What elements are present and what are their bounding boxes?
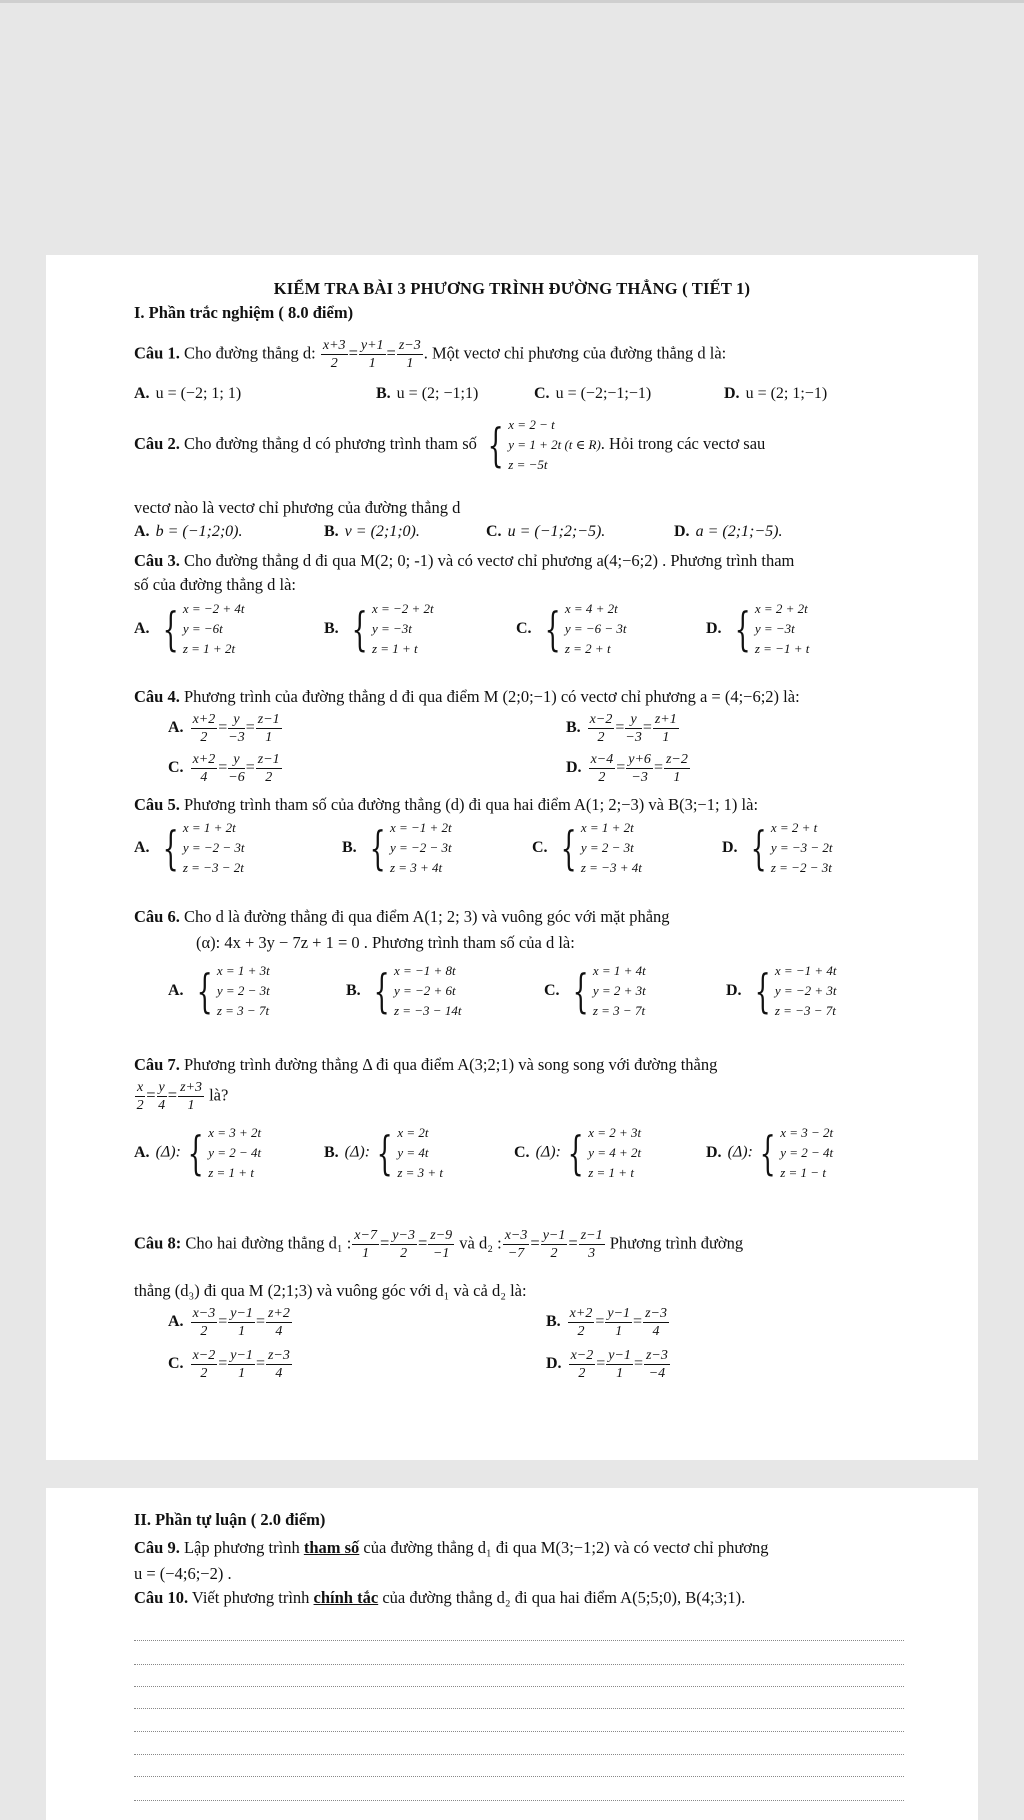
equation-row: z = −3 − 7t [774, 1003, 836, 1018]
question-text: Phương trình đường thẳng Δ đi qua điểm A(3;2;1) và song song với đường thẳng [183, 1055, 718, 1074]
question-6-continued: (α): 4x + 3y − 7z + 1 = 0 . Phương trình tham số của d là: [196, 933, 575, 952]
option-key: B. [566, 719, 581, 737]
option-key: D. [706, 1143, 722, 1161]
question-7-continued: $\frac{x}{2}$ = $\frac{y}{4}$ = $\frac{z+3}{1}$ là? [136, 1080, 229, 1113]
section-heading-part2: II. Phần tự luận ( 2.0 điểm) [134, 1510, 326, 1529]
denominator: 4 [652, 1324, 660, 1339]
denominator: 1 [362, 1246, 370, 1261]
numerator: x−3 [192, 1306, 216, 1321]
option-key: C. [532, 838, 548, 856]
denominator: 1 [368, 356, 376, 371]
question-number: Câu 1. [134, 343, 180, 363]
denominator: 1 [187, 1098, 195, 1113]
numerator: z+1 [654, 712, 677, 727]
numerator: z−2 [665, 752, 688, 767]
option-key: D. [546, 1355, 562, 1373]
numerator: y+6 [628, 752, 651, 767]
answer-line [134, 1776, 904, 1777]
option-c: C. $\frac{x-2}{2}$ = $\frac{y-1}{1}$ = $\frac{z-3}{4}$ [168, 1348, 290, 1381]
equation-row: x = 1 + 4t [592, 963, 646, 978]
option-key: C. [534, 385, 550, 402]
denominator: 1 [238, 1366, 246, 1381]
numerator: x+3 [322, 338, 346, 353]
numerator: y−1 [230, 1306, 253, 1321]
equation-row: y = 2 − 3t [580, 840, 634, 855]
option-key: D. [726, 981, 742, 999]
numerator: x−2 [192, 1348, 216, 1363]
equation-row: z = −3 − 2t [182, 860, 244, 875]
question-number: Câu 2. [134, 433, 180, 453]
option-text: u = (−2; 1; 1) [155, 385, 242, 402]
question-6 [134, 907, 670, 927]
question-3 [134, 551, 794, 571]
equation-row: z = −5t [508, 457, 548, 472]
question-text: Phương trình tham số của đường thẳng (d) đi qua hai điểm A(1; 2;−3) và B(3;−1; 1) là: [183, 795, 759, 814]
line-label: (Δ): [344, 1143, 371, 1161]
numerator: z−1 [257, 752, 280, 767]
question-5 [134, 795, 758, 815]
option-text: b = (−1;2;0). [155, 523, 243, 540]
question-number: Câu 4. [134, 687, 180, 706]
option-key: B. [346, 981, 361, 999]
equation-row: y = 2 − 3t [216, 983, 270, 998]
denominator: −3 [625, 730, 642, 745]
option-c: C. { x = 4 + 2t y = −6 − 3t z = 2 + t [516, 599, 627, 659]
question-number: Câu 7. [134, 1055, 180, 1074]
equation-row: x = 2 + 3t [588, 1125, 642, 1140]
question-text: . Hỏi trong các vectơ sau [600, 433, 766, 453]
question-8: Câu 8: Cho hai đường thẳng d₁ : $\frac{x-7}{1}$ = $\frac{y-3}{2}$ = $\frac{z-9}{-1}$ và d₂ : $\frac{x-3}{-7}$ = $\frac{y-1}{2}$ = $\frac{z-1}{3}$ Phương trình đường [134, 1228, 744, 1261]
fraction [359, 337, 386, 372]
option-key: D. [722, 838, 738, 856]
fraction [397, 337, 423, 372]
option-d: D. $\frac{x-4}{2}$ = $\frac{y+6}{-3}$ = $\frac{z-2}{1}$ [566, 752, 688, 785]
equation-row: y = −6 − 3t [564, 621, 627, 636]
option-c [534, 385, 651, 403]
question-7 [134, 1055, 717, 1075]
underlined-keyword: chính tắc [313, 1588, 379, 1607]
question-number: Câu 6. [134, 907, 180, 926]
option-c: C. { x = 1 + 4t y = 2 + 3t z = 3 − 7t [544, 961, 646, 1021]
answer-line [134, 1640, 904, 1641]
question-text: Cho d là đường thẳng đi qua điểm A(1; 2; 3) và vuông góc với mặt phẳng [183, 907, 670, 926]
option-a [134, 385, 241, 403]
option-c: C. $\frac{x+2}{4}$ = $\frac{y}{-6}$ = $\frac{z-1}{2}$ [168, 752, 280, 785]
option-key: B. [324, 619, 339, 637]
equation-row: z = −3 − 14t [393, 1003, 462, 1018]
option-key: D. [566, 759, 582, 777]
equation-row: y = −2 − 3t [182, 840, 245, 855]
equation-row: z = 3 − 7t [216, 1003, 270, 1018]
numerator: z−1 [257, 712, 280, 727]
equation-row: y = 2 + 3t [592, 983, 646, 998]
page-title: KIỂM TRA BÀI 3 PHƯƠNG TRÌNH ĐƯỜNG THẲNG ( TIẾT 1) [273, 279, 751, 298]
question-text: Phương trình đường [609, 1233, 744, 1253]
equation-row: x = 3 − 2t [780, 1125, 834, 1140]
numerator: z+2 [267, 1306, 290, 1321]
equation-row: z = 2 + t [564, 641, 611, 656]
document-page-1 [46, 255, 978, 1460]
answer-line [134, 1686, 904, 1687]
question-8-continued: thẳng (d₃) đi qua M (2;1;3) và vuông góc với d₁ và cả d₂ là: [134, 1281, 527, 1300]
fraction [321, 337, 348, 372]
question-text: Cho đường thẳng d: [183, 343, 316, 363]
numerator: x−3 [504, 1228, 528, 1243]
option-b: B. (Δ): { x = 2t y = 4t z = 3 + t [324, 1123, 443, 1183]
equation-row: x = −1 + 2t [389, 820, 452, 835]
option-text: u = (−2;−1;−1) [555, 385, 652, 402]
question-4 [134, 687, 800, 707]
section-heading-part1: I. Phần trắc nghiệm ( 8.0 điểm) [134, 303, 354, 322]
denominator: −7 [507, 1246, 525, 1261]
line-label: (Δ): [155, 1143, 181, 1161]
denominator: −4 [648, 1366, 666, 1381]
equation-row: x = −1 + 4t [774, 963, 837, 978]
line-label: (Δ): [535, 1143, 561, 1161]
equation-row: z = −1 + t [754, 641, 810, 656]
option-d: D. { x = 2 + 2t y = −3t z = −1 + t [706, 599, 809, 659]
numerator: y−1 [608, 1348, 631, 1363]
denominator: 3 [588, 1246, 596, 1261]
numerator: z−9 [430, 1228, 453, 1243]
document-page-2 [46, 1488, 978, 1820]
question-text: Phương trình của đường thẳng d đi qua điểm M (2;0;−1) có vectơ chỉ phương a = (4;−6;2) là: [183, 687, 800, 706]
question-text: của đường thẳng d₂ đi qua hai điểm A(5;5;0), B(4;3;1). [382, 1588, 746, 1607]
option-d [674, 523, 782, 541]
option-key: A. [134, 385, 150, 402]
denominator: 2 [200, 1366, 208, 1381]
option-d: D. { x = 2 + t y = −3 − 2t z = −2 − 3t [722, 818, 833, 878]
equation-row: x = 4 + 2t [564, 601, 618, 616]
denominator: 1 [406, 356, 414, 371]
question-text: và d₂ : [459, 1233, 502, 1253]
option-c: C. { x = 1 + 2t y = 2 − 3t z = −3 + 4t [532, 818, 642, 878]
question-text: Cho hai đường thẳng d₁ : [185, 1233, 352, 1253]
option-key: B. [546, 1313, 561, 1331]
equation-system: { x = 2 − t y = 1 + 2t (t ∈ R) z = −5t [481, 415, 601, 475]
answer-line [134, 1664, 904, 1665]
numerator: z−3 [645, 1348, 668, 1363]
equation-row: y = −3t [371, 621, 412, 636]
option-d: D. $\frac{x-2}{2}$ = $\frac{y-1}{1}$ = $\frac{z-3}{-4}$ [546, 1348, 668, 1381]
question-number: Câu 5. [134, 795, 180, 814]
question-10 [134, 1588, 745, 1608]
option-key: C. [486, 523, 502, 540]
answer-line [134, 1731, 904, 1732]
option-a: A. { x = 1 + 3t y = 2 − 3t z = 3 − 7t [168, 961, 270, 1021]
option-a: A. (Δ): { x = 3 + 2t y = 2 − 4t z = 1 + t [134, 1123, 261, 1183]
denominator: −3 [631, 770, 648, 785]
equation-row: x = 1 + 2t [182, 820, 236, 835]
option-a: A. { x = −2 + 4t y = −6t z = 1 + 2t [134, 599, 245, 659]
numerator: y [228, 751, 244, 769]
option-key: C. [168, 1355, 184, 1373]
equation-row: y = 4 + 2t [588, 1145, 642, 1160]
equation-row: z = 1 − t [780, 1165, 826, 1180]
equation-row: y = 4t [397, 1145, 429, 1160]
option-a: A. { x = 1 + 2t y = −2 − 3t z = −3 − 2t [134, 818, 245, 878]
question-text: là? [209, 1085, 229, 1105]
answer-line [134, 1754, 904, 1755]
option-key: C. [514, 1143, 530, 1161]
denominator: −1 [432, 1246, 450, 1261]
numerator: x+2 [569, 1306, 593, 1321]
question-2-continued: vectơ nào là vectơ chỉ phương của đường thẳng d [134, 498, 461, 517]
question-3-continued: số của đường thẳng d là: [134, 575, 297, 594]
denominator: 2 [136, 1098, 144, 1113]
denominator: 2 [550, 1246, 558, 1261]
equation-row: y = −2 + 3t [774, 983, 837, 998]
option-key: B. [324, 1143, 339, 1161]
equation-row: z = 1 + t [588, 1165, 634, 1180]
denominator: 2 [200, 1324, 208, 1339]
equation-row: y = −3t [754, 621, 795, 636]
question-number: Câu 9. [134, 1538, 180, 1557]
question-text: . Một vectơ chỉ phương của đường thẳng d là: [423, 343, 727, 363]
option-a: A. $\frac{x+2}{2}$ = $\frac{y}{-3}$ = $\frac{z-1}{1}$ [168, 712, 280, 745]
line-label: (Δ): [727, 1143, 753, 1161]
equation-row: x = 1 + 2t [580, 820, 634, 835]
option-text: u = (2; −1;1) [396, 385, 479, 402]
denominator: 4 [200, 770, 208, 785]
denominator: 1 [673, 770, 681, 785]
numerator: z−1 [580, 1228, 603, 1243]
equation-row: x = 3 + 2t [208, 1125, 262, 1140]
viewer-top-bar [0, 0, 1024, 3]
equation-row: x = −2 + 2t [371, 601, 434, 616]
numerator: y+1 [360, 338, 384, 353]
numerator: x+2 [192, 712, 216, 727]
option-key: C. [516, 619, 532, 637]
denominator: 1 [265, 730, 273, 745]
option-key: D. [674, 523, 690, 540]
equation-row: x = −2 + 4t [182, 601, 245, 616]
option-d: D. (Δ): { x = 3 − 2t y = 2 − 4t z = 1 − t [706, 1123, 833, 1183]
denominator: 4 [275, 1366, 283, 1381]
equation-row: z = 3 + t [397, 1165, 444, 1180]
equation-row: x = 2t [397, 1125, 429, 1140]
option-text: u = (2; 1;−1) [745, 385, 828, 402]
option-a: A. $\frac{x-3}{2}$ = $\frac{y-1}{1}$ = $\frac{z+2}{4}$ [168, 1306, 290, 1339]
question-text: Cho đường thẳng d đi qua M(2; 0; -1) và có vectơ chỉ phương a(4;−6;2) . Phương trình tham [183, 551, 795, 570]
denominator: 4 [158, 1098, 166, 1113]
numerator: z+3 [180, 1080, 202, 1095]
equation-row: y = −2 − 3t [389, 840, 452, 855]
question-1: Câu 1. Cho đường thẳng d: $\frac{x+3}{2}$ = $\frac{y+1}{1}$ = $\frac{z-3}{1}$ . Một vectơ chỉ phương của đường thẳng d là: [134, 338, 727, 371]
option-key: A. [134, 838, 150, 856]
denominator: 1 [662, 730, 670, 745]
option-key: B. [376, 385, 391, 402]
denominator: −3 [228, 730, 245, 745]
question-9 [134, 1538, 769, 1558]
equation-row: z = 3 − 7t [592, 1003, 646, 1018]
option-key: A. [168, 1313, 184, 1331]
option-key: B. [342, 838, 357, 856]
underlined-keyword: tham số [303, 1538, 360, 1557]
denominator: 2 [598, 770, 606, 785]
question-text: Cho đường thẳng d có phương trình tham số [183, 433, 477, 453]
option-a [134, 523, 242, 541]
denominator: 2 [597, 730, 605, 745]
option-key: A. [134, 619, 150, 637]
option-key: A. [134, 523, 150, 540]
equation-row: x = 2 + 2t [754, 601, 808, 616]
equation-row: x = 1 + 3t [216, 963, 270, 978]
option-key: C. [168, 759, 184, 777]
equation-row: z = −2 − 3t [770, 860, 832, 875]
numerator: x−2 [570, 1348, 594, 1363]
equation-row: y = −6t [182, 621, 223, 636]
option-key: A. [134, 1143, 150, 1161]
equation-row: z = 3 + 4t [389, 860, 443, 875]
question-text: Viết phương trình [191, 1588, 310, 1607]
question-text: Lập phương trình [183, 1538, 300, 1557]
numerator: y [158, 1080, 165, 1095]
option-text: u = (−1;2;−5). [507, 523, 606, 540]
question-number: Câu 10. [134, 1588, 189, 1607]
denominator: 2 [577, 1324, 585, 1339]
numerator: x−2 [589, 712, 613, 727]
numerator: x [137, 1080, 144, 1095]
question-9-continued: u = (−4;6;−2) . [134, 1564, 232, 1583]
option-b: B. $\frac{x-2}{2}$ = $\frac{y}{-3}$ = $\frac{z+1}{1}$ [566, 712, 677, 745]
equation-row: z = 1 + t [208, 1165, 254, 1180]
answer-line [134, 1800, 904, 1801]
option-key: B. [324, 523, 339, 540]
equation-row: y = 2 − 4t [780, 1145, 834, 1160]
numerator: x−4 [590, 752, 614, 767]
numerator: y−1 [542, 1228, 566, 1243]
question-number: Câu 3. [134, 551, 180, 570]
question-number: Câu 8: [134, 1233, 182, 1253]
equation-row: y = 1 + 2t (t ∈ R) [508, 437, 601, 452]
option-text: v = (2;1;0). [344, 523, 420, 540]
equation-row: x = 2 + t [770, 820, 818, 835]
question-2 [134, 415, 765, 475]
denominator: 1 [238, 1324, 246, 1339]
denominator: 4 [275, 1324, 283, 1339]
option-b [324, 523, 420, 541]
option-key: A. [168, 719, 184, 737]
denominator: −6 [228, 770, 245, 785]
option-d: D. { x = −1 + 4t y = −2 + 3t z = −3 − 7t [726, 961, 837, 1021]
equation-row: x = −1 + 8t [393, 963, 456, 978]
option-key: D. [706, 619, 722, 637]
numerator: y−3 [392, 1228, 415, 1243]
numerator: x+2 [192, 752, 216, 767]
option-d [724, 385, 827, 403]
equation-row: x = 2 − t [508, 417, 555, 432]
equation-row: z = 1 + 2t [182, 641, 236, 656]
numerator: x−7 [354, 1228, 377, 1243]
numerator: z−3 [398, 338, 421, 353]
equation-row: y = −3 − 2t [770, 840, 833, 855]
denominator: 1 [615, 1324, 623, 1339]
denominator: 2 [330, 356, 338, 371]
denominator: 2 [200, 730, 208, 745]
question-text: của đường thẳng d₁ đi qua M(3;−1;2) và có vectơ chỉ phương [363, 1538, 769, 1557]
numerator: y [228, 711, 244, 729]
denominator: 1 [616, 1366, 624, 1381]
answer-line [134, 1708, 904, 1709]
equation-row: y = −2 + 6t [393, 983, 456, 998]
option-b: B. { x = −1 + 8t y = −2 + 6t z = −3 − 14t [346, 961, 461, 1021]
option-b [376, 385, 478, 403]
numerator: z−3 [267, 1348, 290, 1363]
numerator: y−1 [230, 1348, 253, 1363]
option-key: A. [168, 981, 184, 999]
option-key: D. [724, 385, 740, 402]
numerator: y−1 [607, 1306, 631, 1321]
numerator: y [625, 711, 641, 729]
denominator: 2 [400, 1246, 408, 1261]
denominator: 2 [578, 1366, 586, 1381]
option-c [486, 523, 605, 541]
option-c: C. (Δ): { x = 2 + 3t y = 4 + 2t z = 1 + t [514, 1123, 641, 1183]
option-b: B. { x = −1 + 2t y = −2 − 3t z = 3 + 4t [342, 818, 452, 878]
option-b: B. { x = −2 + 2t y = −3t z = 1 + t [324, 599, 434, 659]
option-text: a = (2;1;−5). [695, 523, 783, 540]
option-key: C. [544, 981, 560, 999]
equation-row: y = 2 − 4t [208, 1145, 262, 1160]
option-b: B. $\frac{x+2}{2}$ = $\frac{y-1}{1}$ = $\frac{z-3}{4}$ [546, 1306, 667, 1339]
equation-row: z = 1 + t [371, 641, 418, 656]
numerator: z−3 [645, 1306, 667, 1321]
denominator: 2 [265, 770, 273, 785]
equation-row: z = −3 + 4t [580, 860, 642, 875]
